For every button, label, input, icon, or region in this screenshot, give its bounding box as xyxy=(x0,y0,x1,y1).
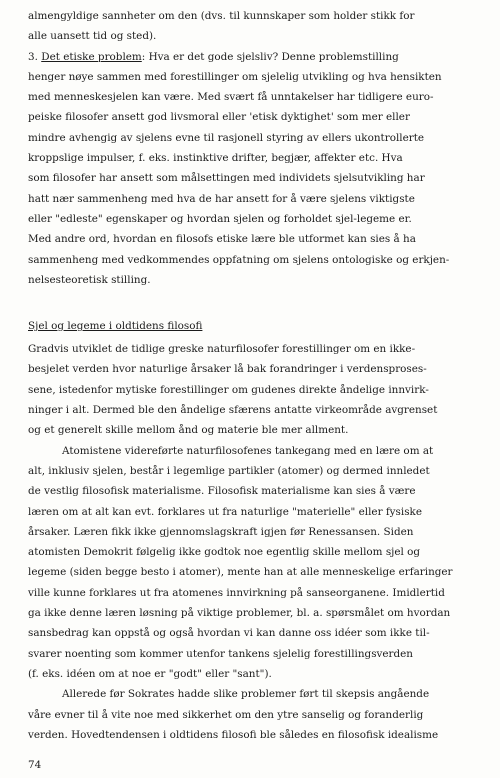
text-line: besjelet verden hvor naturlige årsaker lå bak forandringer i verdensproses- xyxy=(28,363,427,376)
text-line: alle uansett tid og sted). xyxy=(28,30,157,43)
text-line: Atomistene videreførte naturfilosofenes tankegang med en lære om at xyxy=(62,444,434,457)
text-line: peiske filosofer ansett god livsmoral eller 'etisk dyktighet' som mer eller xyxy=(28,111,410,124)
text-line: de vestlig filosofisk materialisme. Filosofisk materialisme kan sies å være xyxy=(28,485,416,498)
text-line: atomisten Demokrit følgelig ikke godtok noe egentlig skille mellom sjel og xyxy=(28,546,421,559)
text-line: legeme (siden begge besto i atomer), mente han at alle menneskelige erfaringer xyxy=(28,566,453,579)
text-line: alt, inklusiv sjelen, består i legemlige partikler (atomer) og dermed innledet xyxy=(28,464,430,477)
text-line: Med andre ord, hvordan en filosofs etiske lære ble utformet kan sies å ha xyxy=(28,233,416,246)
text-line: ninger i alt. Dermed ble den åndelige sfærens antatte virkeområde avgrenset xyxy=(28,404,438,417)
paragraph-1 xyxy=(28,339,486,440)
text-line: hatt nær sammenheng med hva de har ansett for å være sjelens viktigste xyxy=(28,192,415,205)
section-title: Det etiske problem xyxy=(41,50,142,63)
text-line: sansbedrag kan oppstå og også hvordan vi kan danne oss idéer som ikke til- xyxy=(28,627,430,640)
text-line: nelsesteoretisk stilling. xyxy=(28,273,151,286)
page-number: 74 xyxy=(28,759,42,771)
text-line: (f. eks. idéen om at noe er "godt" eller "sant"). xyxy=(28,667,272,680)
text-line: svarer noenting som kommer utenfor tankens sjelelig forestillingsverden xyxy=(28,647,414,660)
text-line: mindre avhengig av sjelens evne til rasjonell styring av ellers ukontrollerte xyxy=(28,131,425,144)
text-line: sammenheng med vedkommendes oppfatning om sjelens ontologiske og erkjen- xyxy=(28,253,450,266)
section-lead-text: : Hva er det gode sjelsliv? Denne problemstilling xyxy=(141,50,399,63)
text-line: med menneskesjelen kan være. Med svært få unntakelser har tidligere euro- xyxy=(28,91,434,104)
text-line: henger nøye sammen med forestillinger om sjelelig utvikling og hva hensikten xyxy=(28,70,442,83)
text-line: Allerede før Sokrates hadde slike problemer ført til skepsis angående xyxy=(62,688,430,701)
section-2-paragraph xyxy=(28,47,486,291)
text-line: Gradvis utviklet de tidlige greske naturfilosofer forestillinger om en ikke- xyxy=(28,343,416,356)
text-line: årsaker. Læren fikk ikke gjennomslagskraft igjen før Renessansen. Siden xyxy=(28,525,414,538)
text-line: almengyldige sannheter om den (dvs. til kunnskaper som holder stikk for xyxy=(28,10,415,22)
text-line: læren om at alt kan evt. forklares ut fra naturlige "materielle" eller fysiske xyxy=(28,505,422,518)
section-heading: Sjel og legeme i oldtidens filosofi xyxy=(28,320,203,333)
section-1-paragraph xyxy=(28,6,486,47)
text-line: og et generelt skille mellom ånd og materie ble mer allment. xyxy=(28,424,349,437)
section-2-lead-line xyxy=(28,47,486,67)
section-number: 3. xyxy=(28,50,38,63)
text-line: våre evner til å vite noe med sikkerhet om den ytre sanselig og foranderlig xyxy=(28,708,424,721)
paragraph-2 xyxy=(28,441,486,685)
paragraph-3 xyxy=(28,684,486,745)
text-line: ga ikke denne læren løsning på viktige problemer, bl. a. spørsmålet om hvordan xyxy=(28,607,451,620)
text-line: kroppslige impulser, f. eks. instinktive drifter, begjær, affekter etc. Hva xyxy=(28,152,403,165)
text-line: som filosofer har ansett som målsettingen med individets sjelsutvikling har xyxy=(28,172,425,185)
text-line: sene, istedenfor mytiske forestillinger om gudenes direkte åndelige innvirk- xyxy=(28,383,429,396)
text-line: verden. Hovedtendensen i oldtidens filosofi ble således en filosofisk idealisme xyxy=(28,728,439,741)
text-line: eller "edleste" egenskaper og hvordan sjelen og forholdet sjel-legeme er. xyxy=(28,212,412,225)
text-line: ville kunne forklares ut fra atomenes innvirkning på sanseorganene. Imidlertid xyxy=(28,586,445,599)
